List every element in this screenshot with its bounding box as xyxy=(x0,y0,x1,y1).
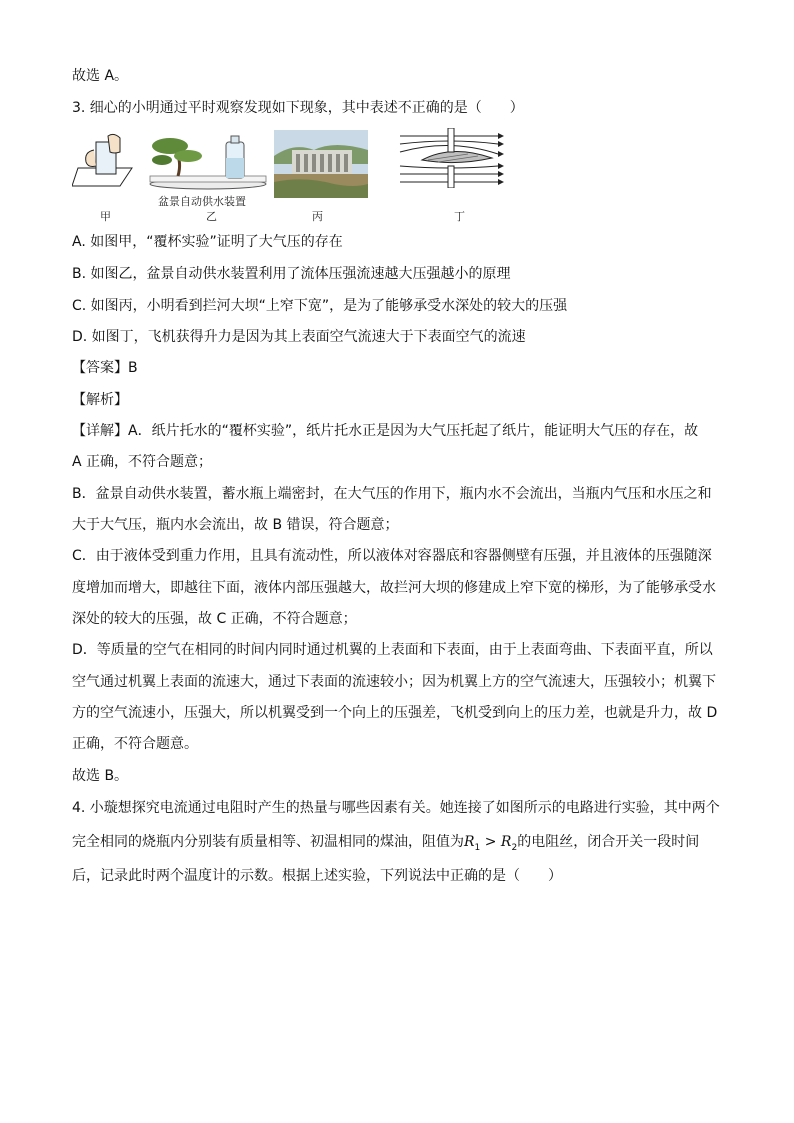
resistor-r2: R xyxy=(500,834,512,850)
detail-line: A 正确，不符合题意； xyxy=(72,454,213,470)
option-c: C. 如图丙，小明看到拦河大坝“上窄下宽”，是为了能够承受水深处的较大的压强 xyxy=(72,298,568,314)
detail-line: 深处的较大的压强，故 C 正确，不符合题意； xyxy=(72,611,357,627)
detail-line: 度增加而增大，即越往下面，液体内部压强越大，故拦河大坝的修建成上窄下宽的梯形，为了能够承受水 xyxy=(72,580,716,596)
figure-jia xyxy=(72,128,138,190)
detail-line: 正确，不符合题意。 xyxy=(72,736,198,752)
question-4: 4. 小璇想探究电流通过电阻时产生的热量与哪些因素有关。她连接了如图所示的电路进行实验，其中两个 xyxy=(72,800,720,816)
caption-bing: 丙 xyxy=(312,210,323,223)
analysis-label: 【解析】 xyxy=(72,392,128,408)
caption-jia: 甲 xyxy=(100,210,111,223)
figure-yi xyxy=(148,128,268,190)
answer-label: 【答案】B xyxy=(72,360,138,376)
question-4-line-3: 后，记录此时两个温度计的示数。根据上述实验，下列说法中正确的是（ ） xyxy=(72,868,562,884)
detail-line: 【详解】A．纸片托水的“覆杯实验”，纸片托水正是因为大气压托起了纸片，能证明大气压的存在，故 xyxy=(72,423,699,439)
resistor-r2-sub: 2 xyxy=(511,842,518,853)
detail-line: 空气通过机翼上表面的流速大，通过下表面的流速较小；因为机翼上方的空气流速大，压强较小；机翼下 xyxy=(72,674,716,690)
question-3: 3. 细心的小明通过平时观察发现如下现象，其中表述不正确的是（ ） xyxy=(72,100,524,116)
caption-yi-device: 盆景自动供水装置 xyxy=(158,195,246,208)
text-line: 故选 A。 xyxy=(72,68,129,84)
resistor-r1: R xyxy=(464,834,475,850)
option-a: A. 如图甲，“覆杯实验”证明了大气压的存在 xyxy=(72,234,343,250)
detail-line: B．盆景自动供水装置，蓄水瓶上端密封，在大气压的作用下，瓶内水不会流出，当瓶内气压和水压之和 xyxy=(72,486,712,502)
caption-yi: 乙 xyxy=(206,210,217,223)
figure-bing xyxy=(274,130,368,198)
caption-ding: 丁 xyxy=(454,210,465,223)
figure-ding xyxy=(398,128,506,188)
q4-text-post: 的电阻丝，闭合开关一段时间 xyxy=(517,834,700,850)
resistor-r1-sub: 1 xyxy=(474,842,481,853)
detail-line: C．由于液体受到重力作用，且具有流动性，所以液体对容器底和容器侧壁有压强，并且液体的压强随深 xyxy=(72,548,712,564)
q4-text-pre: 完全相同的烧瓶内分别装有质量相等、初温相同的煤油，阻值为 xyxy=(72,834,464,850)
detail-line: 方的空气流速小，压强大，所以机翼受到一个向上的压强差，飞机受到向上的压力差，也就是升力，故 D xyxy=(72,705,718,721)
option-d: D. 如图丁，飞机获得升力是因为其上表面空气流速大于下表面空气的流速 xyxy=(72,329,526,345)
greater-than: > xyxy=(480,834,501,850)
figures-row xyxy=(72,128,522,223)
detail-line: 大于大气压，瓶内水会流出，故 B 错误，符合题意； xyxy=(72,517,399,533)
text-line: 故选 B。 xyxy=(72,768,129,784)
detail-line: D．等质量的空气在相同的时间内同时通过机翼的上表面和下表面，由于上表面弯曲、下表面平直，所以 xyxy=(72,642,713,658)
option-b: B. 如图乙，盆景自动供水装置利用了流体压强流速越大压强越小的原理 xyxy=(72,266,511,282)
question-4-line-2 xyxy=(72,832,724,858)
